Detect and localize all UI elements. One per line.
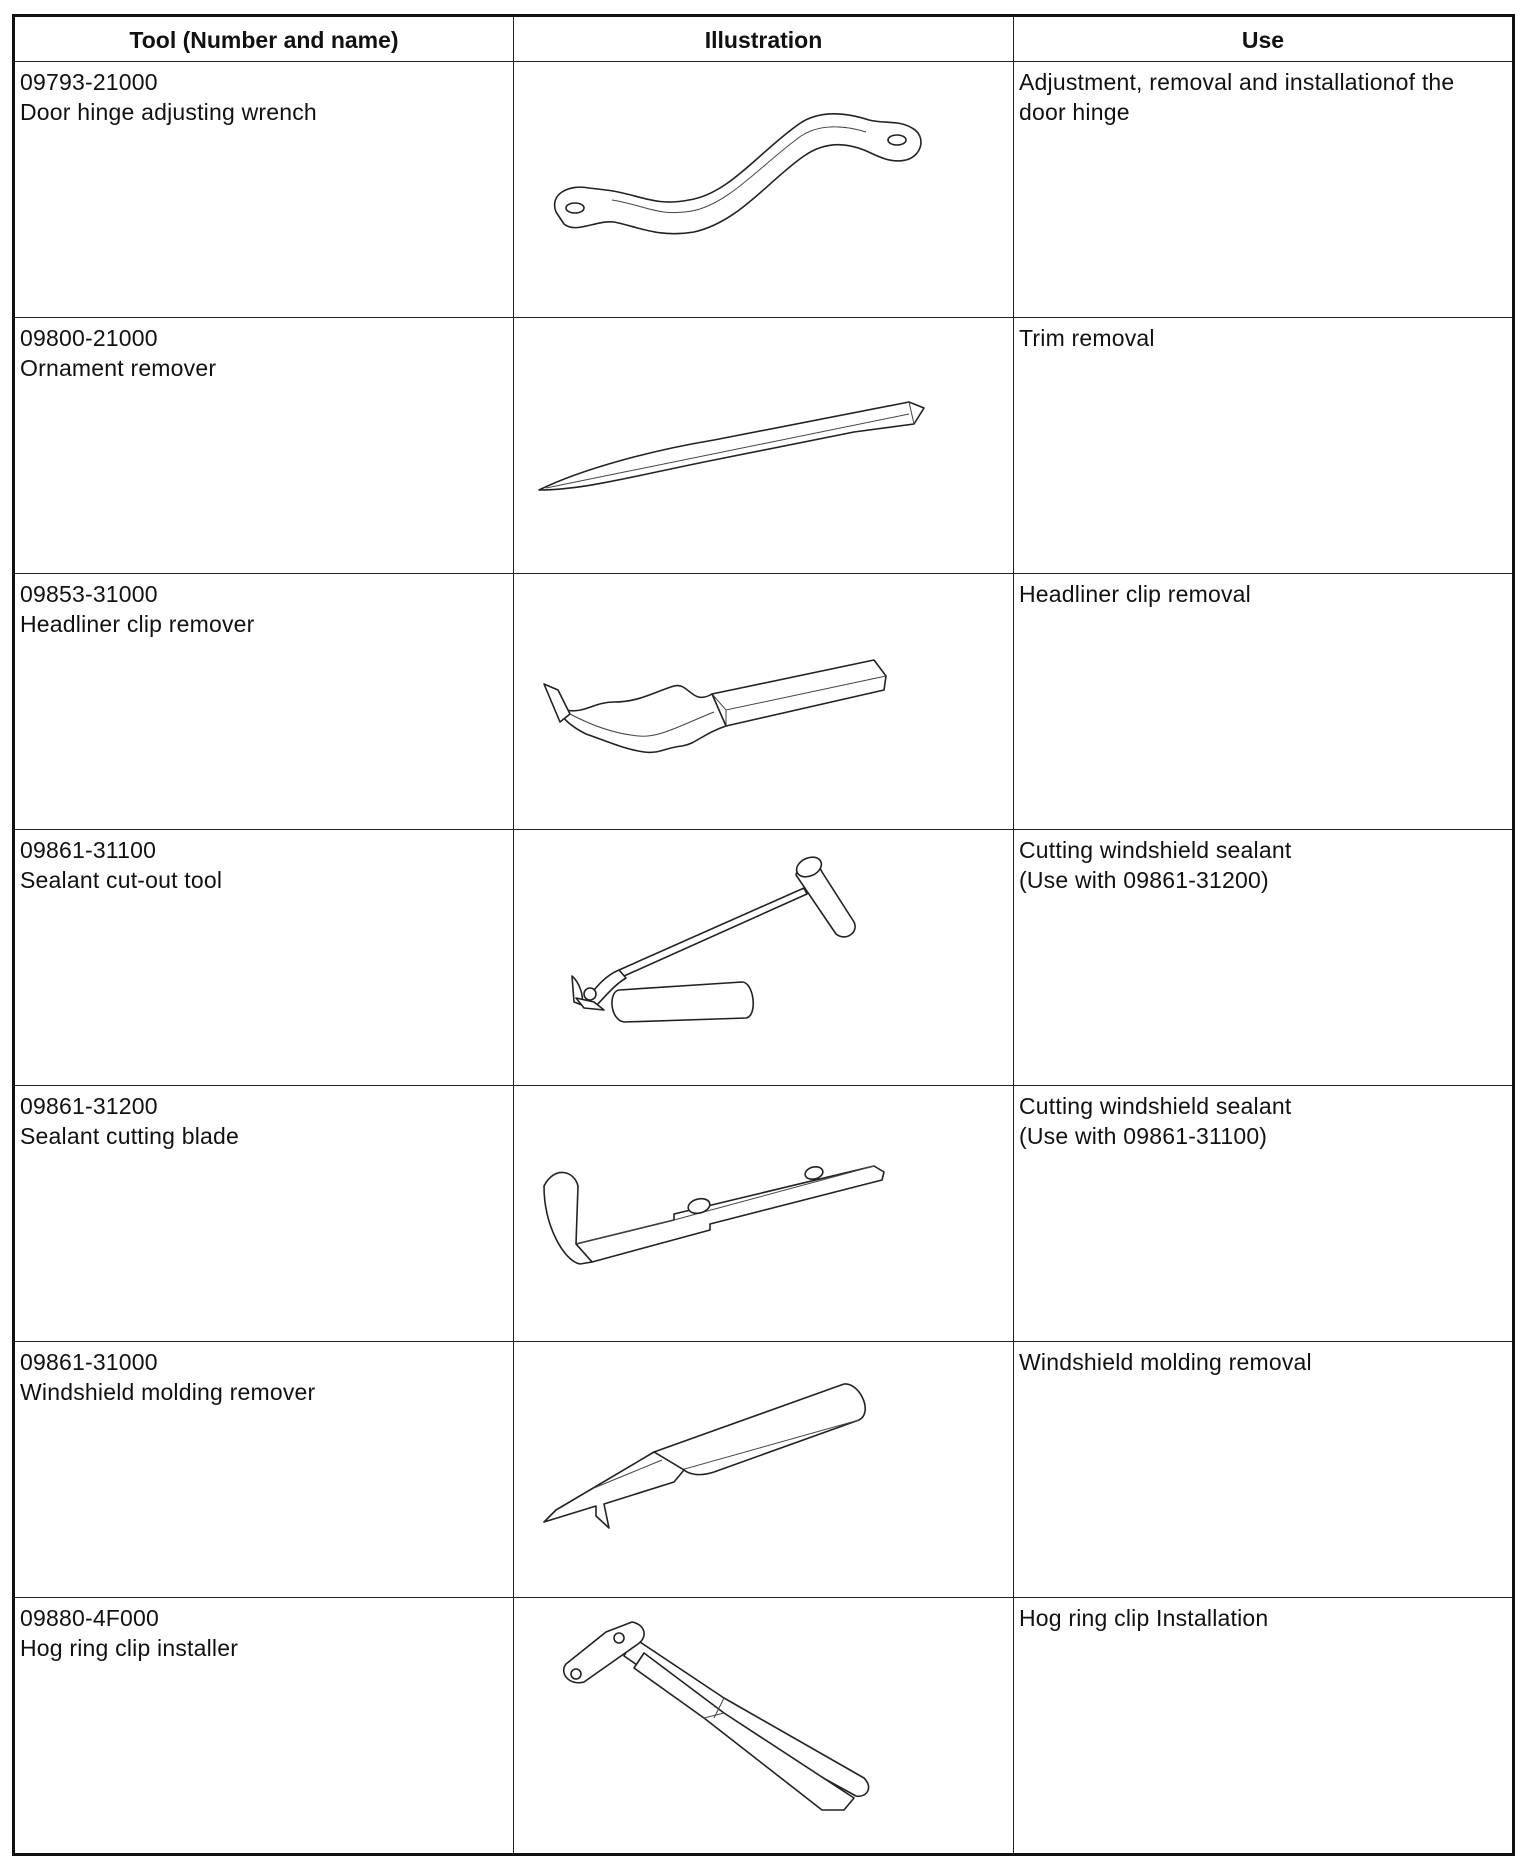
illustration-cell [514,830,1014,1086]
use-cell [1014,1342,1514,1598]
tool-cell [14,1086,514,1342]
tool-name: Hog ring clip installer [20,1635,239,1661]
tool-cell [14,1598,514,1855]
use-cell [1014,1086,1514,1342]
headliner-clip-remover-icon [514,574,1014,829]
use-line: Cutting windshield sealant [1019,837,1292,863]
tool-number: 09793-21000 [20,69,158,95]
tool-number: 09800-21000 [20,325,158,351]
header-tool: Tool (Number and name) [14,16,514,62]
tool-number: 09861-31000 [20,1349,158,1375]
tool-cell [14,1342,514,1598]
table-row [14,1598,1514,1855]
use-line: Headliner clip removal [1019,581,1251,607]
tool-name: Door hinge adjusting wrench [20,99,317,125]
tool-cell [14,62,514,318]
illustration-cell [514,1086,1014,1342]
tool-number: 09861-31200 [20,1093,158,1119]
tool-name: Sealant cut-out tool [20,867,223,893]
use-cell [1014,574,1514,830]
header-illustration: Illustration [514,16,1014,62]
header-row [14,16,1514,62]
tool-number: 09880-4F000 [20,1605,160,1631]
use-cell [1014,62,1514,318]
illustration-cell [514,318,1014,574]
use-line: Adjustment, removal and installationof the [1019,69,1455,95]
use-cell [1014,830,1514,1086]
tool-name: Windshield molding remover [20,1379,316,1405]
tool-cell [14,830,514,1086]
illustration-cell [514,574,1014,830]
use-line: Windshield molding removal [1019,1349,1312,1375]
table-row [14,1086,1514,1342]
use-cell [1014,318,1514,574]
hog-ring-clip-installer-icon [514,1598,1014,1853]
tool-cell [14,574,514,830]
table-row [14,62,1514,318]
use-line: door hinge [1019,99,1130,125]
use-line: (Use with 09861-31100) [1019,1123,1268,1149]
table-row [14,1342,1514,1598]
illustration-cell [514,62,1014,318]
tool-cell [14,318,514,574]
illustration-cell [514,1342,1014,1598]
tool-name: Headliner clip remover [20,611,255,637]
tool-name: Sealant cutting blade [20,1123,240,1149]
ornament-remover-icon [514,318,1014,573]
table-row [14,318,1514,574]
use-line: (Use with 09861-31200) [1019,867,1269,893]
header-use: Use [1014,16,1514,62]
windshield-molding-remover-icon [514,1342,1014,1597]
illustration-cell [514,1598,1014,1855]
table-row [14,574,1514,830]
table-row [14,830,1514,1086]
tool-number: 09853-31000 [20,581,158,607]
use-line: Trim removal [1019,325,1155,351]
special-tools-table [12,14,1515,1856]
door-hinge-wrench-icon [514,62,1014,317]
use-cell [1014,1598,1514,1855]
sealant-cutout-tool-icon [514,830,1014,1085]
use-line: Cutting windshield sealant [1019,1093,1292,1119]
sealant-cutting-blade-icon [514,1086,1014,1341]
tool-number: 09861-31100 [20,837,157,863]
use-line: Hog ring clip Installation [1019,1605,1269,1631]
tool-name: Ornament remover [20,355,217,381]
